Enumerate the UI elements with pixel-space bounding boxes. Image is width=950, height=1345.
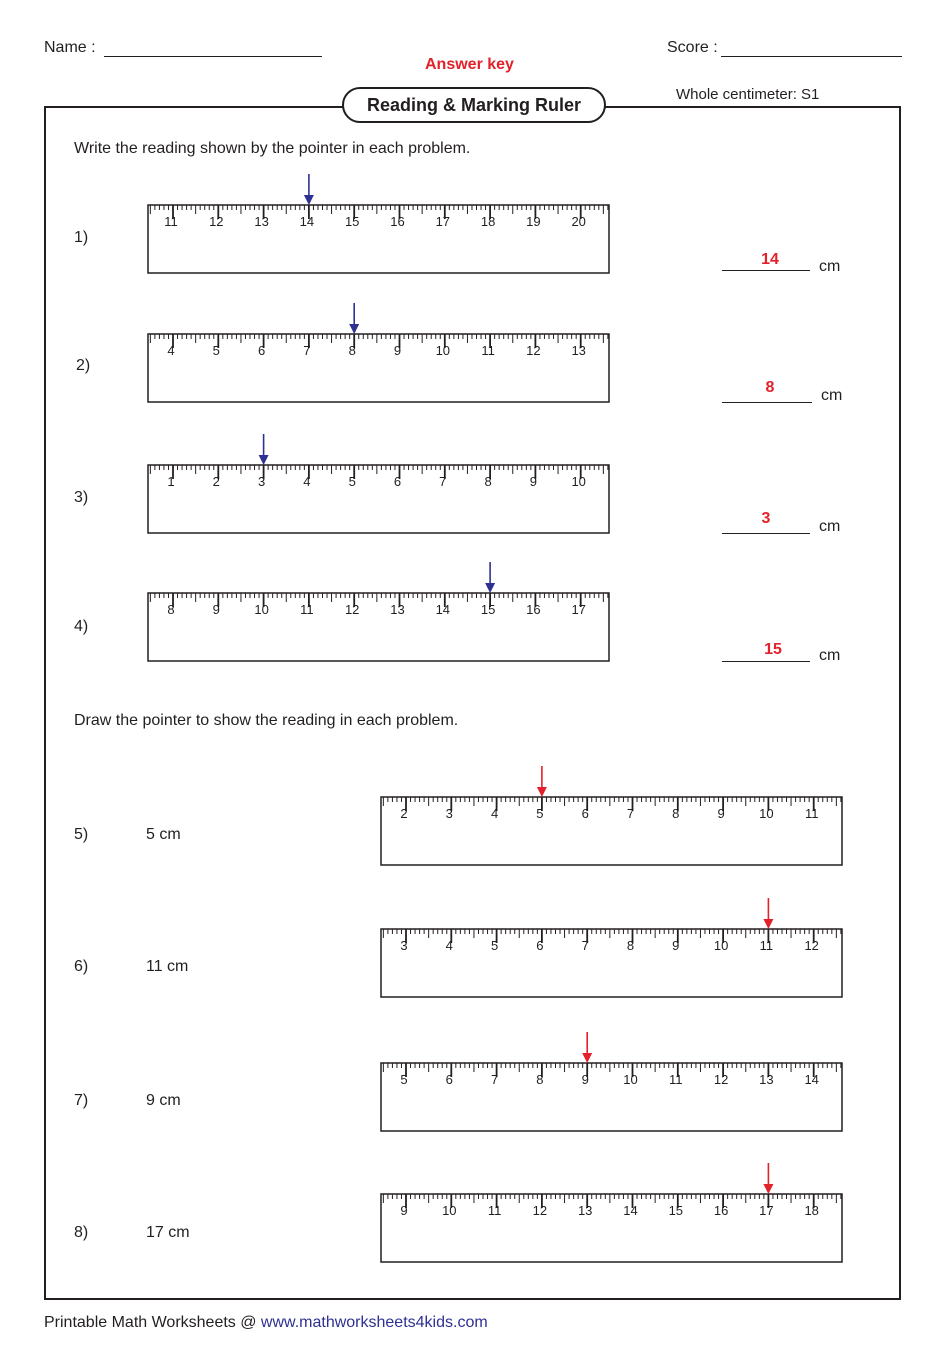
tick-label: 12 (209, 214, 224, 229)
tick-label: 9 (717, 806, 725, 821)
tick-label: 4 (490, 806, 499, 821)
tick-label: 8 (626, 938, 635, 953)
pointer-arrow-icon (259, 455, 269, 465)
tick-label: 9 (400, 1203, 408, 1218)
tick-label: 12 (532, 1203, 548, 1218)
tick-label: 19 (526, 214, 541, 229)
answer-value: 15 (764, 641, 782, 658)
tick-label: 9 (672, 938, 680, 953)
answer-value: 14 (761, 251, 779, 268)
tick-label: 9 (212, 602, 220, 617)
ruler (140, 430, 620, 540)
tick-label: 3 (257, 474, 266, 489)
tick-label: 16 (526, 602, 541, 617)
problem-number: 1) (74, 229, 89, 246)
tick-label: 8 (536, 1072, 544, 1087)
score-field[interactable] (721, 56, 902, 57)
pointer-arrow-icon (485, 583, 495, 593)
tick-label: 5 (536, 806, 544, 821)
footer-text: Printable Math Worksheets @ (44, 1314, 261, 1331)
tick-label: 8 (167, 602, 175, 617)
tick-label: 13 (390, 602, 405, 617)
tick-label: 11 (300, 602, 314, 617)
tick-label: 10 (623, 1072, 638, 1087)
tick-label: 7 (439, 474, 447, 489)
tick-label: 5 (212, 343, 220, 358)
unit-label: cm (819, 258, 841, 275)
answer-line[interactable] (722, 402, 812, 403)
name-field[interactable] (104, 56, 322, 57)
tick-label: 11 (759, 938, 774, 953)
tick-label: 12 (713, 1072, 729, 1087)
ruler[interactable] (373, 1028, 853, 1138)
tick-label: 10 (254, 602, 269, 617)
pointer-arrow-icon (349, 324, 359, 334)
pointer-arrow-icon (537, 787, 547, 797)
tick-label: 17 (435, 214, 451, 229)
tick-label: 15 (344, 214, 360, 229)
score-label: Score : (667, 39, 718, 56)
tick-label: 6 (581, 806, 589, 821)
tick-label: 16 (390, 214, 405, 229)
tick-label: 4 (167, 343, 175, 358)
tick-label: 8 (484, 474, 492, 489)
tick-label: 14 (435, 602, 451, 617)
tick-label: 3 (445, 806, 453, 821)
answer-value: 3 (761, 510, 771, 527)
ruler[interactable] (373, 1159, 853, 1269)
tick-label: 8 (348, 343, 356, 358)
tick-label: 14 (623, 1203, 638, 1218)
ruler[interactable] (373, 894, 853, 1004)
tick-label: 10 (713, 938, 729, 953)
tick-label: 13 (577, 1203, 593, 1218)
tick-label: 4 (303, 474, 311, 489)
tick-label: 17 (759, 1203, 774, 1218)
tick-label: 15 (480, 602, 496, 617)
answer-line[interactable] (722, 270, 810, 271)
tick-label: 13 (571, 343, 586, 358)
tick-label: 2 (400, 806, 408, 821)
problem-number: 3) (74, 489, 89, 506)
pointer-arrow-icon (304, 195, 314, 205)
problem-number: 4) (74, 618, 89, 635)
pointer-arrow-icon (763, 1184, 773, 1194)
tick-label: 6 (393, 474, 402, 489)
tick-label: 11 (804, 806, 819, 821)
tick-label: 6 (445, 1072, 453, 1087)
tick-label: 13 (759, 1072, 774, 1087)
tick-label: 5 (490, 938, 499, 953)
tick-label: 10 (759, 806, 774, 821)
ruler[interactable] (373, 762, 853, 872)
reading-label: 5 cm (146, 826, 181, 843)
ruler (140, 558, 620, 668)
tick-label: 10 (571, 474, 586, 489)
name-label: Name : (44, 39, 96, 56)
reading-label: 17 cm (146, 1224, 190, 1241)
answer-value: 8 (765, 379, 775, 396)
tick-label: 18 (480, 214, 496, 229)
section1-instruction: Write the reading shown by the pointer in each problem. (74, 140, 471, 157)
tick-label: 7 (303, 343, 311, 358)
problem-number: 5) (74, 826, 89, 843)
tick-label: 17 (571, 602, 586, 617)
reading-label: 11 cm (146, 958, 189, 975)
tick-label: 12 (344, 602, 360, 617)
answer-line[interactable] (722, 661, 810, 662)
tick-label: 11 (669, 1072, 683, 1087)
tick-label: 13 (254, 214, 269, 229)
tick-label: 11 (487, 1203, 502, 1218)
problem-number: 6) (74, 958, 89, 975)
tick-label: 11 (164, 214, 178, 229)
reading-label: 9 cm (146, 1092, 181, 1109)
level-label: Whole centimeter: S1 (676, 86, 820, 103)
tick-label: 4 (445, 938, 453, 953)
page-title: Reading & Marking Ruler (342, 87, 606, 123)
tick-label: 6 (536, 938, 544, 953)
tick-label: 9 (581, 1072, 589, 1087)
tick-label: 5 (400, 1072, 408, 1087)
tick-label: 9 (393, 343, 402, 358)
ruler (140, 170, 620, 280)
footer (44, 1314, 488, 1332)
tick-label: 7 (581, 938, 589, 953)
tick-label: 7 (626, 806, 635, 821)
unit-label: cm (819, 647, 841, 664)
problem-number: 8) (74, 1224, 89, 1241)
tick-label: 9 (529, 474, 538, 489)
answer-key-label: Answer key (425, 56, 514, 73)
tick-label: 10 (435, 343, 451, 358)
problem-number: 2) (76, 357, 91, 374)
tick-label: 12 (526, 343, 541, 358)
tick-label: 6 (257, 343, 266, 358)
tick-label: 14 (804, 1072, 819, 1087)
pointer-arrow-icon (582, 1053, 592, 1063)
tick-label: 3 (400, 938, 408, 953)
tick-label: 8 (672, 806, 680, 821)
tick-label: 16 (713, 1203, 729, 1218)
answer-line[interactable] (722, 533, 810, 534)
tick-label: 10 (442, 1203, 457, 1218)
section2-instruction: Draw the pointer to show the reading in each problem. (74, 712, 459, 729)
tick-label: 18 (804, 1203, 819, 1218)
tick-label: 11 (481, 343, 495, 358)
tick-label: 5 (348, 474, 356, 489)
tick-label: 20 (571, 214, 586, 229)
unit-label: cm (819, 518, 841, 535)
tick-label: 14 (299, 214, 315, 229)
tick-label: 7 (490, 1072, 499, 1087)
unit-label: cm (821, 387, 843, 404)
tick-label: 15 (668, 1203, 684, 1218)
tick-label: 1 (167, 474, 175, 489)
problem-number: 7) (74, 1092, 89, 1109)
ruler (140, 299, 620, 409)
tick-label: 2 (212, 474, 220, 489)
tick-label: 12 (804, 938, 819, 953)
footer-link[interactable]: www.mathworksheets4kids.com (260, 1314, 488, 1331)
pointer-arrow-icon (763, 919, 773, 929)
